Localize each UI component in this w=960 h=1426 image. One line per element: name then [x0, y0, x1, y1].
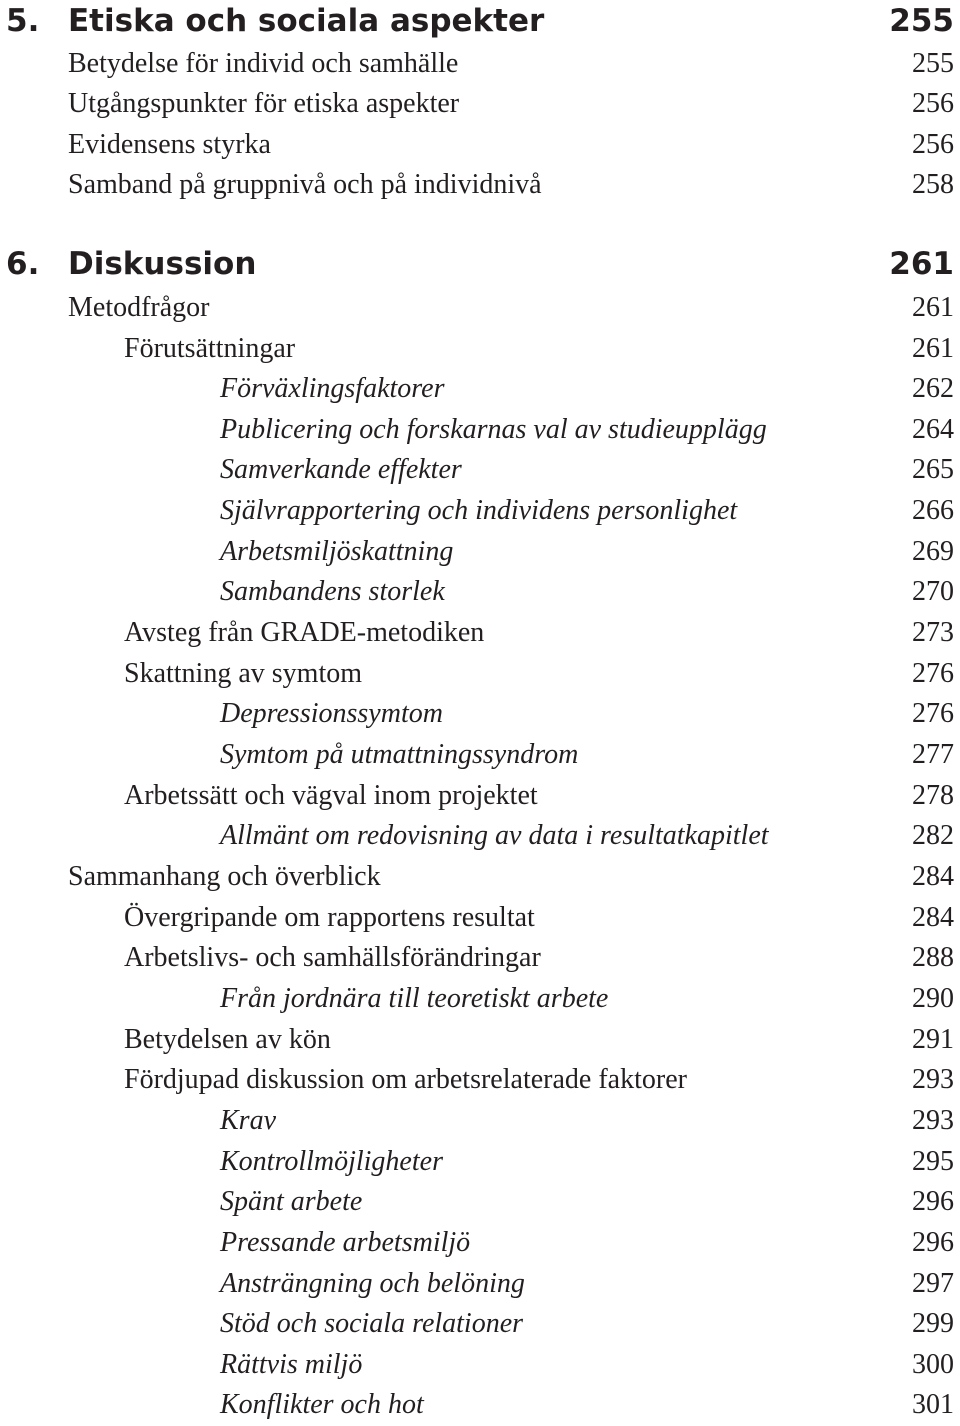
- toc-entry-page: 255: [912, 48, 954, 79]
- toc-entry[interactable]: [0, 125, 960, 165]
- toc-entry-page: 256: [912, 88, 954, 119]
- chapter-heading[interactable]: [0, 1, 960, 41]
- toc-entry-page: 273: [912, 617, 954, 648]
- toc-entry-page: 261: [912, 333, 954, 364]
- toc-entry-title: Fördjupad diskussion om arbetsrelaterade faktorer: [124, 1064, 687, 1095]
- toc-entry-page: 261: [912, 292, 954, 323]
- chapter-title: Diskussion: [68, 246, 257, 282]
- toc-entry-title: Övergripande om rapportens resultat: [124, 902, 535, 933]
- toc-entry-page: 256: [912, 129, 954, 160]
- toc-entry-title: Metodfrågor: [68, 292, 210, 323]
- toc-entry-title: Arbetsmiljöskattning: [220, 536, 454, 567]
- toc-entry-title: Krav: [220, 1105, 276, 1136]
- toc-entry[interactable]: [0, 776, 960, 816]
- toc-entry[interactable]: [0, 694, 960, 734]
- toc-entry[interactable]: [0, 450, 960, 490]
- toc-entry[interactable]: [0, 1304, 960, 1344]
- toc-entry-page: 301: [912, 1389, 954, 1420]
- toc-entry[interactable]: [0, 1223, 960, 1263]
- toc-entry[interactable]: [0, 1182, 960, 1222]
- toc-entry[interactable]: [0, 572, 960, 612]
- toc-entry[interactable]: [0, 84, 960, 124]
- toc-entry-title: Spänt arbete: [220, 1186, 363, 1217]
- toc-entry[interactable]: [0, 1264, 960, 1304]
- toc-entry-page: 269: [912, 536, 954, 567]
- toc-entry-page: 258: [912, 169, 954, 200]
- toc-entry-title: Betydelsen av kön: [124, 1024, 331, 1055]
- toc-entry[interactable]: [0, 369, 960, 409]
- chapter-page: 261: [889, 246, 954, 282]
- toc-entry-title: Depressionssymtom: [220, 698, 443, 729]
- toc-entry-title: Sammanhang och överblick: [68, 861, 381, 892]
- chapter-heading[interactable]: [0, 244, 960, 284]
- toc-entry-title: Evidensens styrka: [68, 129, 271, 160]
- toc-entry-page: 284: [912, 861, 954, 892]
- toc-entry-title: Symtom på utmattningssyndrom: [220, 739, 579, 770]
- toc-entry[interactable]: [0, 654, 960, 694]
- toc-entry-page: 278: [912, 780, 954, 811]
- toc-entry-page: 264: [912, 414, 954, 445]
- toc-entry-title: Sambandens storlek: [220, 576, 445, 607]
- toc-entry[interactable]: [0, 491, 960, 531]
- toc-entry[interactable]: [0, 1060, 960, 1100]
- toc-entry-page: 270: [912, 576, 954, 607]
- toc-entry-title: Förväxlingsfaktorer: [220, 373, 445, 404]
- toc-entry-page: 265: [912, 454, 954, 485]
- toc-entry-title: Arbetssätt och vägval inom projektet: [124, 780, 538, 811]
- toc-entry-title: Från jordnära till teoretiskt arbete: [220, 983, 609, 1014]
- toc-entry[interactable]: [0, 938, 960, 978]
- toc-entry[interactable]: [0, 410, 960, 450]
- toc-entry-page: 300: [912, 1349, 954, 1380]
- toc-entry-title: Kontrollmöjligheter: [220, 1146, 443, 1177]
- toc-entry-page: 266: [912, 495, 954, 526]
- toc-entry-page: 290: [912, 983, 954, 1014]
- toc-entry[interactable]: [0, 1385, 960, 1425]
- toc-entry-page: 282: [912, 820, 954, 851]
- toc-entry-page: 297: [912, 1268, 954, 1299]
- toc-entry-page: 276: [912, 698, 954, 729]
- toc-entry-title: Förutsättningar: [124, 333, 296, 364]
- toc-entry-title: Avsteg från GRADE-metodiken: [124, 617, 485, 648]
- toc-entry-title: Självrapportering och individens personlighet: [220, 495, 738, 526]
- toc-entry-page: 299: [912, 1308, 954, 1339]
- toc-entry[interactable]: [0, 165, 960, 205]
- toc-entry[interactable]: [0, 735, 960, 775]
- toc-entry-title: Stöd och sociala relationer: [220, 1308, 524, 1339]
- toc-entry-page: 277: [912, 739, 954, 770]
- toc-entry-page: 295: [912, 1146, 954, 1177]
- toc-entry-title: Skattning av symtom: [124, 658, 362, 689]
- toc-entry[interactable]: [0, 329, 960, 369]
- toc-entry-title: Rättvis miljö: [220, 1349, 363, 1380]
- toc-entry-title: Ansträngning och belöning: [220, 1268, 525, 1299]
- toc-entry-page: 284: [912, 902, 954, 933]
- toc-entry-page: 296: [912, 1186, 954, 1217]
- toc-entry[interactable]: [0, 613, 960, 653]
- toc-entry-page: 276: [912, 658, 954, 689]
- toc-entry-title: Samverkande effekter: [220, 454, 462, 485]
- toc-entry[interactable]: [0, 1142, 960, 1182]
- toc-entry-page: 288: [912, 942, 954, 973]
- toc-entry-title: Betydelse för individ och samhälle: [68, 48, 459, 79]
- toc-entry[interactable]: [0, 979, 960, 1019]
- toc-entry-title: Publicering och forskarnas val av studieupplägg: [220, 414, 767, 445]
- toc-entry[interactable]: [0, 1020, 960, 1060]
- toc-entry[interactable]: [0, 857, 960, 897]
- toc-entry-title: Samband på gruppnivå och på individnivå: [68, 169, 542, 200]
- toc-entry-title: Allmänt om redovisning av data i resultatkapitlet: [220, 820, 769, 851]
- toc-entry[interactable]: [0, 532, 960, 572]
- toc-entry[interactable]: [0, 1345, 960, 1385]
- chapter-number: 6.: [6, 246, 40, 282]
- toc-entry-title: Konflikter och hot: [220, 1389, 424, 1420]
- toc-entry-title: Arbetslivs- och samhällsförändringar: [124, 942, 541, 973]
- toc-entry-page: 296: [912, 1227, 954, 1258]
- chapter-page: 255: [889, 3, 954, 39]
- toc-entry-page: 293: [912, 1064, 954, 1095]
- toc-entry[interactable]: [0, 44, 960, 84]
- toc-entry[interactable]: [0, 816, 960, 856]
- toc-entry-page: 262: [912, 373, 954, 404]
- toc-entry[interactable]: [0, 288, 960, 328]
- toc-entry[interactable]: [0, 1101, 960, 1141]
- toc-entry-page: 293: [912, 1105, 954, 1136]
- toc-entry-page: 291: [912, 1024, 954, 1055]
- toc-entry[interactable]: [0, 898, 960, 938]
- chapter-title: Etiska och sociala aspekter: [68, 3, 545, 39]
- toc-entry-title: Pressande arbetsmiljö: [220, 1227, 471, 1258]
- chapter-number: 5.: [6, 3, 40, 39]
- toc-entry-title: Utgångspunkter för etiska aspekter: [68, 88, 460, 119]
